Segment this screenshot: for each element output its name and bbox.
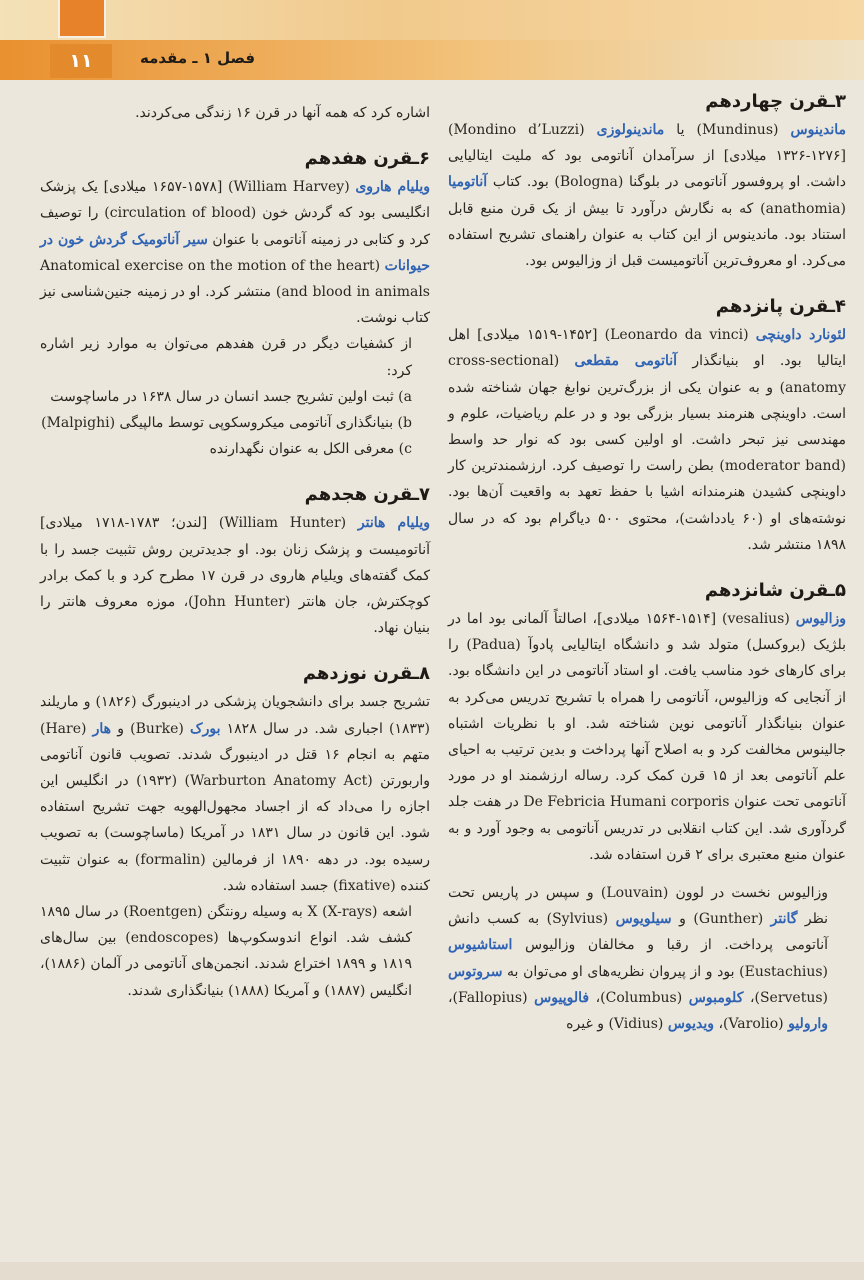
list-item-a: a) ثبت اولین تشریح جسد انسان در سال ۱۶۳۸ در ماساچوست xyxy=(50,388,412,405)
section-heading-17th-century: ۶ـقرن هفدهم xyxy=(304,148,430,170)
paragraph-xrays: اشعه X (X-rays) به وسیله رونتگن (Roentgen) در سال ۱۸۹۵ کشف شد. انواع اندوسکوپ‌ها (endoscopes) بین سال‌های ۱۸۱۹ و ۱۸۹۹ اختراع شدند. انجمن‌های آناتومی در آلمان (۱۸۸۶)، انگلیس (۱۸۸۷) و آمریکا (۱۸۸۸) بنیانگذاری شدند. xyxy=(40,904,412,999)
term-mundinus: ماندینوس xyxy=(790,122,846,138)
text-run: (Fallopius)، xyxy=(448,989,535,1006)
page-header-bar xyxy=(0,40,864,80)
list-item-c: c) معرفی الکل به عنوان نگهدارنده xyxy=(209,441,412,458)
text-run: (Sylvius) به کسب دانش آناتومی پرداخت. از رقبا و مخالفان وزالیوس xyxy=(448,911,828,954)
term-anatomical-exercise: سیر آناتومیک گردش خون در حیوانات xyxy=(40,231,430,274)
top-decor-band xyxy=(0,0,864,40)
term-leonardo: لئونارد داوینچی xyxy=(755,327,847,344)
paragraph-hunter xyxy=(40,510,430,641)
text-run: (William Hunter) [لندن؛ ۱۷۸۳-۱۷۱۸ میلادی] آناتومیست و پزشک زنان بود. او جدیدترین روش تثبیت جسد را با کمک گفته‌های ویلیام هاروی در قرن ۱۷ مطرح کرد و با کمک برادر کوچکترش، جان هانتر (John Hunter)، موزه معروف هانتر را بنیان نهاد. xyxy=(40,515,430,637)
text-run: (Gunther) و xyxy=(671,911,771,928)
text-run: (Servetus)، xyxy=(743,989,828,1006)
term-sylvius: سیلویوس xyxy=(615,911,672,928)
text-run: (Mondino d’Luzzi) [۱۳۲۶-۱۲۷۶ میلادی] از سرآمدان آناتومی بود که ملیت ایتالیایی داشت. او پروفسور آناتومی در بلوگنا (Bologna) بود. کتاب xyxy=(448,122,846,191)
section-heading-14th-century: ۳ـقرن چهاردهم xyxy=(705,91,846,112)
text-run: وزالیوس نخست در لوون (Louvain) و سپس در پاریس تحت نظر xyxy=(448,885,829,928)
right-column xyxy=(448,87,846,1037)
text-run: (Anatomical exercise on the motion of the heart and blood in animals) منتشر کرد. او در زمینه جنین‌شناسی نیز کتاب نوشت. xyxy=(40,257,430,327)
text-run: (William Harvey) [۱۶۵۷-۱۵۷۸ میلادی] یک پزشک انگلیسی بود که گردش خون (circulation of blood) را توصیف کرد و کتابی در زمینه آناتومی با عنوان xyxy=(40,179,430,248)
text-run: (Eustachius) بود و از پیروان نظریه‌های او می‌توان به xyxy=(502,963,828,980)
text-run: (cross-sectional anatomy) و به عنوان یکی از بزرگ‌ترین نوابغ جهان شناخته شده است. داوینچی هنرمند بسیار بزرگی بود و در علم ریاضیات، علوم و مهندسی نیز تبحر داشت. او اولین کسی بود که نوار حد واسط (moderator band) بطن راست را توصیف کرد. ارزشمندترین کار داوینچی کشیدن هنرمندانه اشیا با حفظ تعهد به واقعیت آن‌ها بود. نوشته‌های او (۶۰ یادداشت)، محتوی ۵۰۰ دیاگرام بود که در سال ۱۸۹۸ منتشر شد. xyxy=(448,353,846,553)
section-heading-18th-century: ۷ـقرن هجدهم xyxy=(304,484,430,506)
paragraph-17th-discoveries: از کشفیات دیگر در قرن هفدهم می‌توان به موارد زیر اشاره کرد: xyxy=(40,336,412,379)
text-run: (Hare) متهم به انجام ۱۶ قتل در ادینبورگ شدند. تصویب قانون آناتومی واربورتن (Warburton Anatomy Act) (۱۹۳۲) در انگلیس این اجازه را می‌داد که از اجساد مجهول‌الهویه جهت تشریح استفاده شود. این قانون در سال ۱۸۳۱ در آمریکا (ماساچوست) به تصویب رسیده بود. در دهه ۱۸۹۰ از فرمالین (formalin) به عنوان تثبیت کننده (fixative) جسد استفاده شد. xyxy=(40,720,431,894)
term-hare: هار xyxy=(92,720,112,737)
term-william-harvey: ویلیام هاروی xyxy=(355,179,431,196)
section-heading-15th-century: ۴ـقرن پانزدهم xyxy=(715,296,846,318)
term-varolio: وارولیو xyxy=(788,1016,828,1033)
paragraph-harvey xyxy=(40,174,430,331)
term-anathomia: آناتومیا xyxy=(448,174,488,191)
bottom-edge xyxy=(0,1262,864,1280)
paragraph-vesalius-followers xyxy=(448,880,846,1037)
term-cross-sectional-anatomy: آناتومی مقطعی xyxy=(574,353,678,370)
text-run: (Leonardo da vinci) [۱۵۱۹-۱۴۵۲ میلادی] اهل ایتالیا بود. او بنیانگذار xyxy=(448,327,846,370)
paragraph-19th-dissection xyxy=(40,689,430,899)
term-vesalius: وزالیوس xyxy=(795,611,847,628)
text-run: (Varolio)، xyxy=(714,1016,789,1033)
text-run: (Mundinus) یا xyxy=(664,122,791,138)
list-item-b: b) بنیانگذاری آناتومی میکروسکوپی توسط مالپیگی (Malpighi) xyxy=(41,415,412,432)
paragraph-intro-continuation: اشاره کرد که همه آنها در قرن ۱۶ زندگی می‌کردند. xyxy=(135,105,430,121)
corner-tab-decor xyxy=(58,0,106,38)
text-run: تشریح جسد برای دانشجویان پزشکی در ادینبورگ (۱۸۲۶) و ماریلند (۱۸۳۳) اجباری شد. در سال ۱۸۲۸ xyxy=(40,694,431,737)
page-number: ۱۱ xyxy=(50,44,112,78)
paragraph-vesalius xyxy=(448,606,846,868)
term-servetus: سروتوس xyxy=(448,963,503,980)
text-run: (Vidius) و غیره xyxy=(566,1016,668,1033)
section-heading-16th-century: ۵ـقرن شانزدهم xyxy=(704,580,846,602)
term-eustachius: استاشیوس xyxy=(448,937,513,954)
text-run: (Burke) و xyxy=(111,720,191,737)
term-mondino: ماندینولوزی xyxy=(596,122,665,138)
paragraph-da-vinci xyxy=(448,322,846,558)
term-gunther: گانتر xyxy=(770,911,798,928)
left-column xyxy=(40,100,430,1004)
text-run: (anathomia) که به نگارش درآورد تا بیش از یک قرن منبع قابل استناد بود. ماندینوس از این کتاب به عنوان راهنمای تشریح استفاده می‌کرد. او معروف‌ترین آناتومیست قبل از وزالیوس بود. xyxy=(448,200,846,270)
text-run: (vesalius) [۱۵۶۴-۱۵۱۴ میلادی]، اصالتاً آلمانی بود اما در بلژیک (بروکسل) متولد شد و دانشگاه ایتالیایی پادوآ (Padua) را برای کارهای خود مناسب یافت. او استاد آناتومی در این دانشگاه بود. از آنجایی که وزالیوس، آناتومی را همراه با تشریح تدریس می‌کرد به عنوان بنیانگذار آناتومی نوین شناخته شد. او با نظریات اشتباه جالینوس مخالفت کرد و به اصلاح آنها پرداخت و بدین ترتیب به احیای علم آناتومی بعد از ۱۵ قرن کمک کرد. رساله ارزشمند او در مورد آناتومی تحت عنوان De Febricia Humani corporis در هفت جلد گردآوری شد. این کتاب انقلابی در تدریس آناتومی به وجود آورد و به عنوان منبع معتبری برای ۲ قرن استفاده شد. xyxy=(448,611,846,863)
term-william-hunter: ویلیام هانتر xyxy=(357,515,430,532)
section-heading-19th-century: ۸ـقرن نوزدهم xyxy=(302,663,430,685)
term-burke: بورک xyxy=(190,720,221,737)
paragraph-mondino xyxy=(448,117,846,274)
term-fallopius: فالوپیوس xyxy=(534,989,590,1006)
text-run: (Columbus)، xyxy=(589,989,689,1006)
chapter-title: فصل ۱ ـ مقدمه xyxy=(140,49,256,67)
term-vidius: ویدیوس xyxy=(667,1016,715,1033)
term-columbus: کلومبوس xyxy=(688,989,744,1006)
